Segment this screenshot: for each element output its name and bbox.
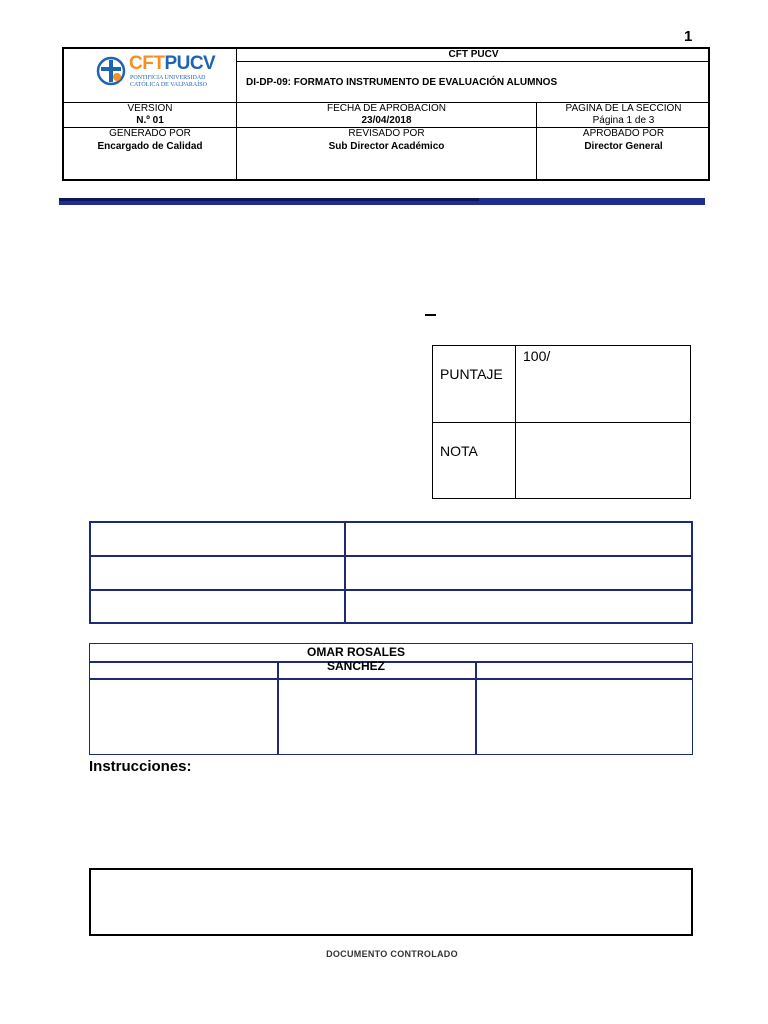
page-value: Página 1 de 3 xyxy=(592,115,655,126)
nota-label: NOTA xyxy=(440,443,478,459)
instructions-box xyxy=(89,868,693,936)
org-name: CFT PUCV xyxy=(448,49,499,60)
score-table xyxy=(432,345,691,499)
names-divider xyxy=(475,661,477,754)
logo-brand: CFTPUCV xyxy=(129,53,216,74)
reviewed-by-label: REVISADO POR xyxy=(348,128,425,139)
puntaje-value[interactable]: 100/ xyxy=(523,348,551,364)
document-title: DI-DP-09: FORMATO INSTRUMENTO DE EVALUACIÓN ALUMNOS xyxy=(246,77,558,88)
names-divider xyxy=(90,678,692,680)
document-footer: DOCUMENTO CONTROLADO xyxy=(326,949,458,959)
cross-icon xyxy=(96,56,126,86)
approved-by-label: APROBADO POR xyxy=(582,128,665,139)
document-header-table xyxy=(62,47,710,181)
version-label: VERSION xyxy=(127,103,173,114)
generated-by-value: Encargado de Calidad xyxy=(97,141,203,152)
date-label: FECHA DE APROBACION xyxy=(327,103,446,114)
approved-by-value: Director General xyxy=(584,141,663,152)
header-divider xyxy=(236,61,710,62)
page-label: PAGINA DE LA SECCION xyxy=(565,103,682,114)
instructions-heading: Instrucciones: xyxy=(89,758,192,775)
page-number: 1 xyxy=(684,28,693,45)
generated-by-label: GENERADO POR xyxy=(109,128,191,139)
logo-subtitle-line2: CATÓLICA DE VALPARAÍSO xyxy=(130,82,207,88)
info-field-1[interactable] xyxy=(346,523,691,555)
logo-subtitle-line1: PONTIFICIA UNIVERSIDAD xyxy=(130,75,206,81)
nota-value-field[interactable] xyxy=(517,424,689,496)
student-info-table xyxy=(89,521,693,624)
date-value: 23/04/2018 xyxy=(361,115,412,126)
reviewed-by-value: Sub Director Académico xyxy=(328,141,445,152)
version-value: N.º 01 xyxy=(136,115,164,126)
header-divider-bar xyxy=(59,198,705,205)
names-table xyxy=(89,643,693,755)
dash-mark xyxy=(425,314,436,316)
score-divider xyxy=(433,422,690,423)
puntaje-label: PUNTAJE xyxy=(440,366,503,382)
student-name: OMAR ROSALES SANCHEZ xyxy=(306,645,405,673)
info-field-2[interactable] xyxy=(346,557,691,589)
cft-pucv-logo xyxy=(96,53,236,93)
names-divider xyxy=(277,661,279,754)
info-field-3[interactable] xyxy=(346,591,691,622)
